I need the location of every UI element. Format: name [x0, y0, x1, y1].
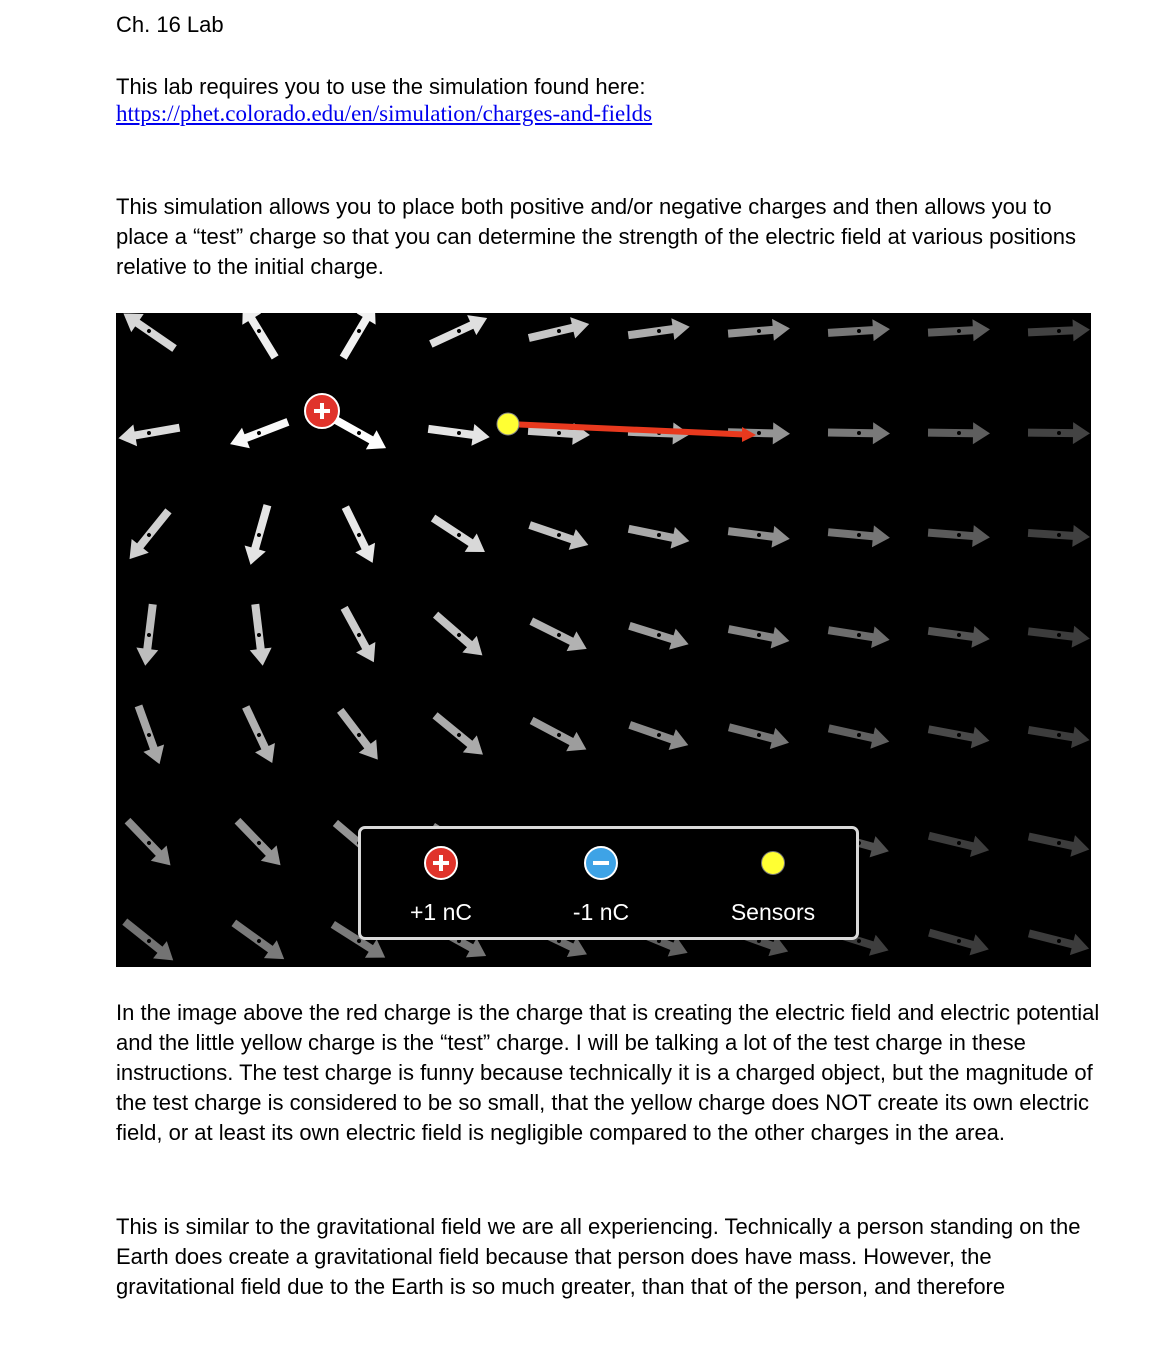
field-arrow [236, 702, 282, 767]
paragraph-2: In the image above the red charge is the charge that is creating the electric field and electric potential and the little yellow charge is the “test” charge. I will be talking a lot of the test charge in these instructions. The test charge is funny because technically it is a charged object, but the magnitude of the test charge is considered to be so small, that the yellow charge does NOT create its own electric field, or at least its own electric field is negligible compared to the other charges in the area. [116, 1000, 1100, 1145]
field-arrow [427, 509, 491, 561]
sensors-label: Sensors [730, 899, 816, 925]
field-arrow [626, 518, 691, 552]
field-arrow [526, 515, 592, 556]
page-title: Ch. 16 Lab [116, 12, 224, 37]
field-arrow [826, 718, 891, 753]
field-arrow [240, 502, 278, 568]
field-arrow [227, 914, 290, 967]
field-arrow [1027, 719, 1091, 751]
test-charge-sensor [497, 413, 519, 435]
intro-text: This lab requires you to use the simulation found here: [116, 74, 646, 99]
field-arrow [427, 418, 491, 448]
field-arrow [827, 619, 892, 650]
field-arrow [526, 313, 591, 348]
field-arrow [727, 520, 791, 550]
field-arrow [828, 422, 890, 445]
positive-charge-label: +1 nC [409, 899, 472, 925]
simulation-link[interactable]: https://phet.colorado.edu/en/simulation/charges-and-fields [116, 101, 653, 126]
field-arrow [1028, 319, 1091, 344]
field-arrow [244, 603, 273, 667]
field-arrow [120, 813, 179, 873]
field-arrow [926, 922, 992, 960]
positive-source-charge [305, 394, 339, 428]
field-arrow [1028, 422, 1090, 445]
paragraph-1: This simulation allows you to place both positive and/or negative charges and then allows you to place a “test” charge so that you can determine the strength of the electric field at various positions relative to the initial charge. [116, 194, 1076, 279]
field-arrow [134, 603, 163, 667]
field-arrow [226, 412, 292, 455]
field-arrow [926, 825, 991, 861]
field-arrow [928, 422, 990, 445]
field-arrow [1027, 522, 1090, 548]
field-arrow [926, 718, 991, 751]
field-arrow [331, 704, 386, 767]
field-arrow [927, 318, 990, 343]
field-arrow [1026, 923, 1091, 960]
field-arrow [726, 717, 792, 754]
field-arrow [827, 521, 891, 549]
simulation-screenshot [116, 313, 1091, 967]
field-arrow [526, 611, 591, 658]
field-arrow [927, 522, 991, 549]
positive-charge-icon[interactable] [424, 846, 458, 880]
field-arrow [334, 313, 385, 363]
field-arrow [233, 313, 284, 363]
field-arrow [727, 317, 791, 344]
negative-charge-label: -1 nC [572, 899, 630, 925]
field-arrow [335, 502, 382, 567]
field-arrow [526, 711, 591, 760]
field-arrow [627, 316, 691, 346]
field-arrow [1026, 826, 1091, 861]
field-arrow [117, 313, 181, 358]
field-arrow [428, 707, 490, 763]
negative-charge-icon[interactable] [584, 846, 618, 880]
field-arrow [426, 313, 492, 354]
field-arrow [128, 702, 170, 768]
field-arrow [626, 714, 692, 755]
field-arrow [118, 913, 180, 967]
field-arrow [230, 813, 289, 873]
charge-toolbox [358, 826, 859, 940]
field-arrow [827, 318, 890, 344]
field-arrow [428, 606, 489, 663]
field-arrow [121, 504, 177, 566]
field-arrow [626, 615, 692, 654]
field-arrow [927, 620, 991, 650]
field-arrow [335, 603, 384, 668]
field-arrow [1027, 620, 1091, 649]
field-arrow [117, 417, 182, 449]
field-arrow [726, 618, 791, 652]
sensor-icon[interactable] [761, 851, 785, 875]
paragraph-3: This is similar to the gravitational field we are all experiencing. Technically a person standing on the Earth does create a gravitational field because that person does have mass. However, the gravitational field due to the Earth is so much greater, than that of the person, and therefore [116, 1214, 1081, 1299]
